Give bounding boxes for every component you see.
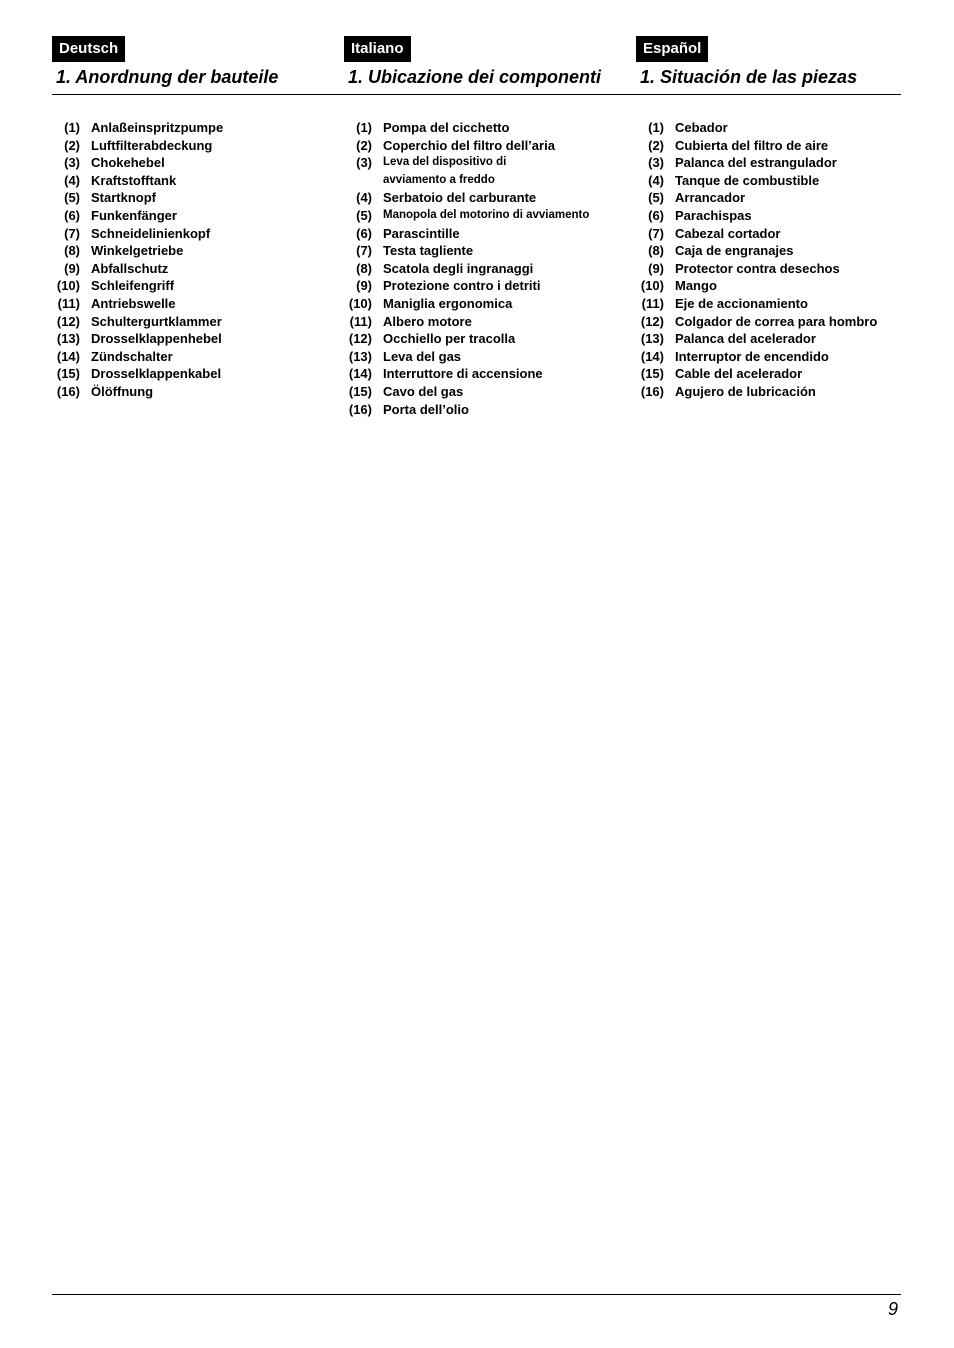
list-item <box>636 260 916 278</box>
list-item <box>344 277 624 295</box>
list-item <box>52 277 332 295</box>
item-label: Cable del acelerador <box>675 366 803 382</box>
item-number: (8) <box>356 260 372 276</box>
item-label: Maniglia ergonomica <box>383 295 513 311</box>
item-number: (11) <box>641 295 664 311</box>
list-item <box>636 330 916 348</box>
item-label: Drosselklappenkabel <box>91 366 222 382</box>
list-item <box>344 260 624 278</box>
footer-divider <box>52 1294 901 1295</box>
list-item <box>636 365 916 383</box>
item-number: (15) <box>56 366 80 382</box>
item-label: Palanca del acelerador <box>675 331 816 347</box>
list-item <box>52 137 332 155</box>
item-number: (14) <box>56 348 80 364</box>
item-label: Occhiello per tracolla <box>383 331 516 347</box>
item-number: (12) <box>640 313 664 329</box>
item-label: Winkelgetriebe <box>91 243 184 259</box>
item-label: Interruttore di accensione <box>383 366 543 382</box>
item-number: (15) <box>348 383 372 399</box>
item-number: (5) <box>356 207 372 223</box>
parts-list-italiano <box>344 119 624 418</box>
item-number: (5) <box>64 190 80 206</box>
section-title: 1. Anordnung der bauteile <box>56 67 279 87</box>
list-item <box>52 225 332 243</box>
list-item <box>52 242 332 260</box>
item-label: Colgador de correa para hombro <box>675 313 878 329</box>
item-number: (8) <box>64 243 80 259</box>
list-item <box>344 207 624 225</box>
list-item <box>636 295 916 313</box>
item-number: (2) <box>64 137 80 153</box>
item-number: (9) <box>64 260 80 276</box>
language-tag: Español <box>636 36 708 62</box>
item-label: Porta dell’olio <box>383 401 469 417</box>
list-item <box>344 225 624 243</box>
list-item <box>52 154 332 172</box>
item-label: Protezione contro i detriti <box>383 278 541 294</box>
item-label: Antriebswelle <box>91 295 176 311</box>
item-number: (6) <box>648 207 664 223</box>
list-item <box>636 119 916 137</box>
item-label: Cabezal cortador <box>675 225 781 241</box>
item-number: (9) <box>356 278 372 294</box>
item-label: Schneidelinienkopf <box>91 225 211 241</box>
list-item <box>636 277 916 295</box>
list-item <box>636 313 916 331</box>
item-label: Tanque de combustible <box>675 172 820 188</box>
item-label: Testa tagliente <box>383 243 474 259</box>
item-number: (16) <box>640 383 664 399</box>
item-number: (3) <box>356 155 372 171</box>
list-item <box>52 189 332 207</box>
list-item <box>636 242 916 260</box>
list-item <box>344 348 624 366</box>
item-label: Cubierta del filtro de aire <box>675 137 829 153</box>
list-item <box>344 330 624 348</box>
list-item <box>636 225 916 243</box>
list-item <box>52 172 332 190</box>
list-item <box>344 242 624 260</box>
item-number: (12) <box>348 331 372 347</box>
item-label: Leva del dispositivo di avviamento a freddo <box>383 156 507 186</box>
item-number: (14) <box>348 366 372 382</box>
item-number: (7) <box>64 225 80 241</box>
item-number: (11) <box>57 295 80 311</box>
item-number: (13) <box>56 331 80 347</box>
list-item <box>52 119 332 137</box>
item-label: Scatola degli ingranaggi <box>383 260 534 276</box>
item-label: Parascintille <box>383 225 460 241</box>
item-number: (10) <box>56 278 80 294</box>
item-number: (13) <box>640 331 664 347</box>
item-number: (6) <box>64 207 80 223</box>
item-label: Anlaßeinspritzpumpe <box>91 120 224 135</box>
item-label: Arrancador <box>675 190 746 206</box>
list-item <box>636 154 916 172</box>
item-label: Manopola del motorino di avviamento <box>383 208 590 221</box>
item-number: (8) <box>648 243 664 259</box>
parts-list-espanol <box>636 119 916 401</box>
item-label: Funkenfänger <box>91 207 177 223</box>
item-label: Cavo del gas <box>383 383 464 399</box>
list-item <box>636 207 916 225</box>
list-item <box>52 207 332 225</box>
item-number: (3) <box>648 155 664 171</box>
item-label: Drosselklappenhebel <box>91 331 222 347</box>
item-label: Luftfilterabdeckung <box>91 137 213 153</box>
list-item <box>52 313 332 331</box>
item-label: Abfallschutz <box>91 260 169 276</box>
item-label: Schultergurtklammer <box>91 313 222 329</box>
item-number: (14) <box>640 348 664 364</box>
item-label: Startknopf <box>91 190 156 206</box>
list-item <box>344 119 624 137</box>
item-number: (7) <box>356 243 372 259</box>
list-item <box>636 189 916 207</box>
item-label: Cebador <box>675 120 728 135</box>
column-header-italiano <box>344 36 614 88</box>
item-label: Albero motore <box>383 313 472 329</box>
list-item <box>636 172 916 190</box>
list-item <box>344 154 624 189</box>
item-number: (4) <box>648 172 664 188</box>
list-item <box>52 383 332 401</box>
list-item <box>52 330 332 348</box>
page-number: 9 <box>887 1299 898 1319</box>
item-number: (16) <box>348 401 372 417</box>
list-item <box>344 401 624 419</box>
section-title: 1. Ubicazione dei componenti <box>348 67 602 87</box>
item-number: (13) <box>348 348 372 364</box>
item-label: Agujero de lubricación <box>675 383 816 399</box>
item-label: Leva del gas <box>383 348 462 364</box>
list-item <box>636 137 916 155</box>
item-number: (4) <box>64 172 80 188</box>
item-number: (10) <box>348 295 372 311</box>
list-item <box>344 383 624 401</box>
item-number: (1) <box>64 120 80 135</box>
list-item <box>344 137 624 155</box>
item-label: Zündschalter <box>91 348 173 364</box>
item-label: Caja de engranajes <box>675 243 794 259</box>
item-label: Interruptor de encendido <box>675 348 829 364</box>
item-number: (11) <box>349 313 372 329</box>
item-number: (2) <box>648 137 664 153</box>
item-label: Coperchio del filtro dell’aria <box>383 137 555 153</box>
language-tag: Deutsch <box>52 36 125 62</box>
list-item <box>344 313 624 331</box>
item-number: (2) <box>356 137 372 153</box>
item-label: Pompa del cicchetto <box>383 120 510 135</box>
item-label: Mango <box>675 278 717 294</box>
item-number: (9) <box>648 260 664 276</box>
item-number: (1) <box>356 120 372 135</box>
list-item <box>344 365 624 383</box>
item-number: (3) <box>64 155 80 171</box>
language-tag: Italiano <box>344 36 411 62</box>
list-item <box>636 348 916 366</box>
item-label: Serbatoio del carburante <box>383 190 537 206</box>
list-item <box>52 365 332 383</box>
item-label: Ölöffnung <box>91 383 154 399</box>
item-label: Eje de accionamiento <box>675 295 808 311</box>
list-item <box>52 260 332 278</box>
item-label: Protector contra desechos <box>675 260 840 276</box>
list-item <box>636 383 916 401</box>
item-number: (15) <box>640 366 664 382</box>
list-item <box>52 295 332 313</box>
item-label: Palanca del estrangulador <box>675 155 837 171</box>
item-label: Schleifengriff <box>91 278 175 294</box>
item-number: (6) <box>356 225 372 241</box>
item-number: (4) <box>356 190 372 206</box>
list-item <box>52 348 332 366</box>
list-item <box>344 189 624 207</box>
list-item <box>344 295 624 313</box>
column-header-deutsch <box>52 36 322 88</box>
item-label: Chokehebel <box>91 155 165 171</box>
column-header-espanol <box>636 36 906 88</box>
item-label: Parachispas <box>675 207 752 223</box>
header-divider <box>52 94 901 95</box>
section-title: 1. Situación de las piezas <box>640 67 858 87</box>
item-number: (1) <box>648 120 664 135</box>
item-number: (7) <box>648 225 664 241</box>
item-number: (12) <box>56 313 80 329</box>
item-label: Kraftstofftank <box>91 172 177 188</box>
item-number: (5) <box>648 190 664 206</box>
parts-list-deutsch <box>52 119 332 401</box>
item-number: (16) <box>56 383 80 399</box>
item-number: (10) <box>640 278 664 294</box>
